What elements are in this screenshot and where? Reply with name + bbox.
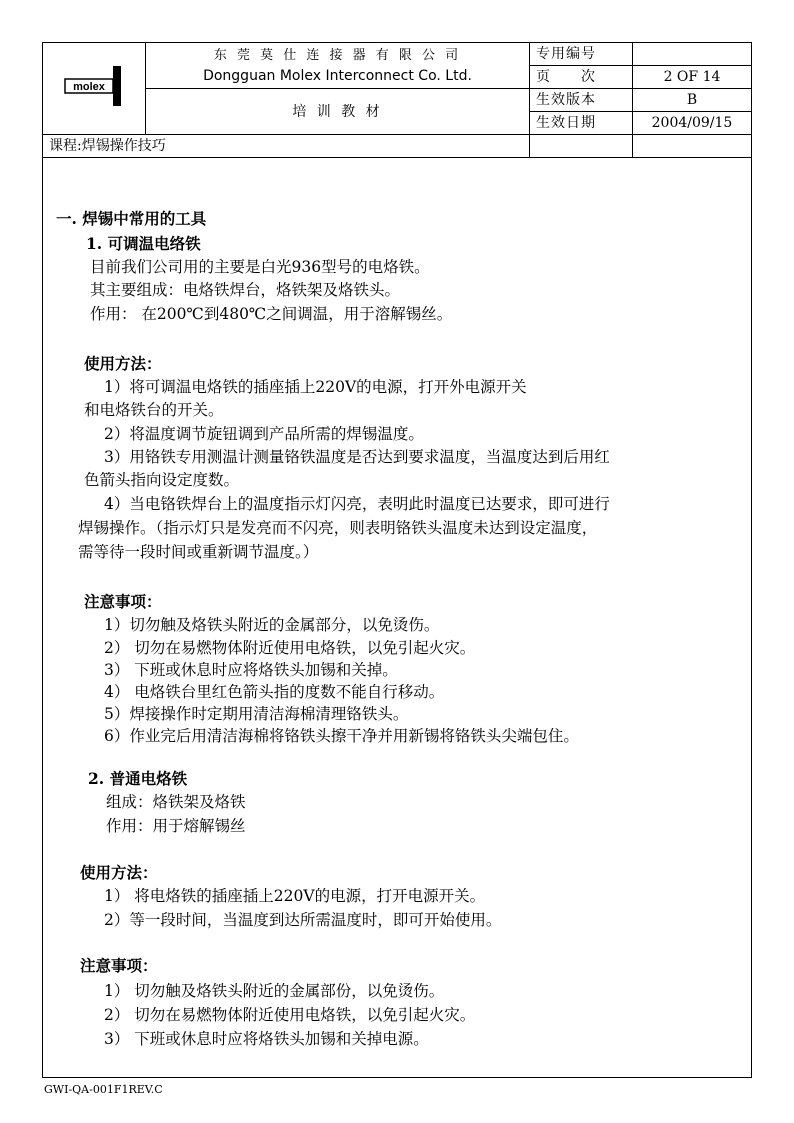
svg-text:molex: molex (73, 80, 105, 93)
body-text-line: 2）等一段时间，当温度到达所需温度时，即可开始使用。 (104, 911, 502, 929)
body-text-line: 色箭头指向设定度数。 (84, 471, 240, 489)
field-label-docno: 专用编号 (530, 43, 633, 66)
header-table (42, 42, 752, 158)
body-text-line: 2） 切勿在易燃物体附近使用电烙铁，以免引起火灾。 (104, 1006, 476, 1024)
body-text-line: 焊锡操作。（指示灯只是发亮而不闪亮，则表明铬铁头温度未达到设定温度， (78, 519, 598, 537)
field-value-date: 2004/09/15 (633, 112, 752, 135)
section-heading: 2. 普通电烙铁 (88, 769, 188, 788)
course-empty-cell-1 (530, 135, 633, 158)
body-text-line: 1）切勿触及烙铁头附近的金属部分，以免烫伤。 (104, 616, 440, 634)
body-text-line: 作用：用于熔解锡丝 (106, 817, 246, 835)
logo-cell (43, 43, 146, 135)
body-text-line: 2）将温度调节旋钮调到产品所需的焊锡温度。 (104, 425, 424, 443)
body-text-line: 作用： 在200℃到480℃之间调温，用于溶解锡丝。 (90, 305, 453, 323)
field-label-page: 页 次 (530, 66, 633, 89)
course-title: 课程:焊锡操作技巧 (43, 135, 530, 158)
section-heading: 注意事项： (80, 956, 158, 975)
field-label-date: 生效日期 (530, 112, 633, 135)
section-heading: 使用方法： (80, 863, 158, 882)
field-value-version: B (633, 89, 752, 112)
body-text-line: 1） 将电烙铁的插座插上220V的电源，打开电源开关。 (104, 887, 486, 905)
field-value-docno (633, 43, 752, 66)
form-code: GWI-QA-001F1REV.C (44, 1083, 163, 1096)
body-text-line: 3） 下班或休息时应将烙铁头加锡和关掉。 (104, 661, 398, 679)
section-heading: 1. 可调温电络铁 (86, 234, 201, 253)
body-text-line: 4）当电铬铁焊台上的温度指示灯闪亮，表明此时温度已达要求，即可进行 (104, 495, 610, 513)
body-text-line: 5）焊接操作时定期用清洁海棉清理铬铁头。 (104, 705, 409, 723)
body-text-line: 需等待一段时间或重新调节温度。） (78, 543, 319, 561)
company-name-cell (146, 43, 530, 89)
company-name-cn: 东 莞 莫 仕 连 接 器 有 限 公 司 (213, 47, 462, 63)
body-text-line: 3） 下班或休息时应将烙铁头加锡和关掉电源。 (104, 1030, 429, 1048)
section-heading: 使用方法： (84, 354, 162, 373)
body-text-line: 组成：烙铁架及烙铁 (106, 793, 246, 811)
company-name-en: Dongguan Molex Interconnect Co. Ltd. (203, 67, 472, 84)
section-heading: 注意事项： (84, 592, 162, 611)
body-text-line: 1）将可调温电烙铁的插座插上220V的电源，打开外电源开关 (104, 378, 527, 396)
body-text-line: 其主要组成：电烙铁焊台，烙铁架及烙铁头。 (90, 281, 401, 299)
body-text-line: 1） 切勿触及烙铁头附近的金属部份，以免烫伤。 (104, 982, 445, 1000)
field-label-version: 生效版本 (530, 89, 633, 112)
body-text-line: 4） 电烙铁台里红色箭头指的度数不能自行移动。 (104, 683, 445, 701)
molex-logo-icon (63, 65, 125, 107)
body-text-line: 6）作业完后用清洁海棉将铬铁头擦干净并用新锡将铬铁头尖端包住。 (104, 727, 579, 745)
field-value-page: 2 OF 14 (633, 66, 752, 89)
body-text-line: 和电烙铁台的开关。 (84, 401, 224, 419)
body-text-line: 2） 切勿在易燃物体附近使用电烙铁，以免引起火灾。 (104, 639, 476, 657)
body-text-line: 3）用铬铁专用测温计测量铬铁温度是否达到要求温度，当温度达到后用红 (104, 448, 610, 466)
doc-title: 培 训 教 材 (146, 89, 530, 135)
body-text-line: 目前我们公司用的主要是白光936型号的电烙铁。 (90, 258, 430, 276)
course-empty-cell-2 (633, 135, 752, 158)
section-heading: 一. 焊锡中常用的工具 (56, 209, 207, 228)
